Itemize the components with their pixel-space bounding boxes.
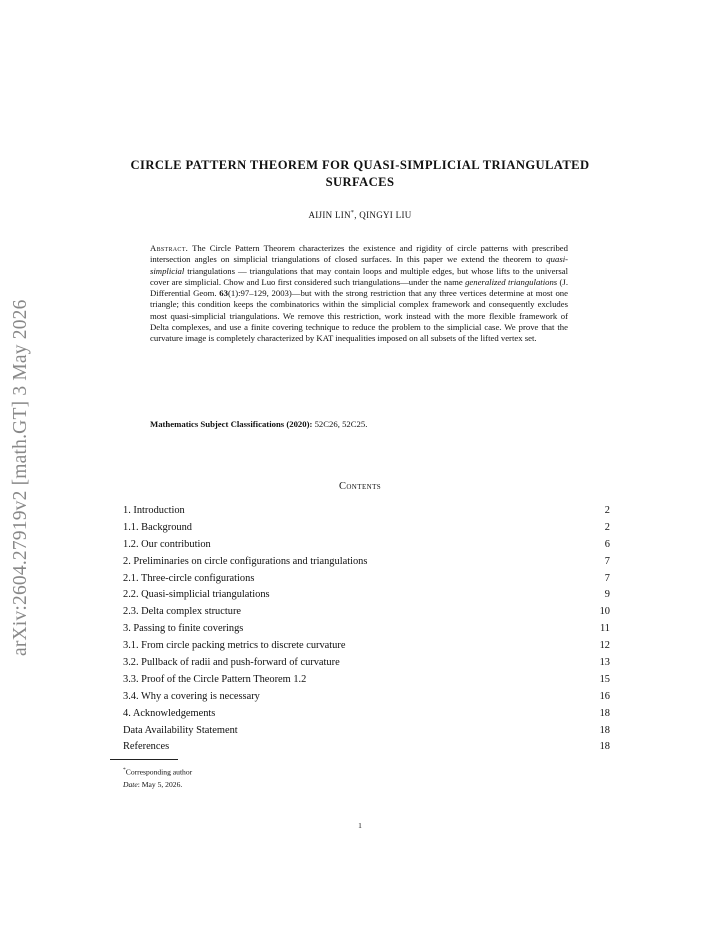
toc-entry-label: 1.2. Our contribution	[123, 538, 211, 550]
abstract-heading: Abstract.	[150, 243, 189, 253]
toc-entry[interactable]	[123, 723, 610, 740]
abstract-text: (J. Differential Geom.	[150, 276, 568, 299]
toc-entry[interactable]	[123, 655, 610, 672]
subject-classification	[150, 419, 568, 429]
corresponding-author-footnote	[123, 764, 192, 779]
toc-entry[interactable]	[123, 571, 610, 588]
abstract	[150, 243, 568, 345]
author-line	[120, 210, 600, 220]
author-name: , QINGYI LIU	[354, 210, 412, 220]
msc-label: Mathematics Subject Classifications (2020):	[150, 419, 313, 429]
toc-entry-label: 1. Introduction	[123, 505, 185, 516]
toc-entry-label: 1.1. Background	[123, 521, 192, 533]
toc-entry-label: 3.2. Pullback of radii and push-forward of curvature	[123, 657, 340, 669]
toc-entry[interactable]	[123, 537, 610, 554]
toc-entry-label: 4. Acknowledgements	[123, 707, 216, 719]
toc-entry[interactable]	[123, 604, 610, 621]
toc-entry-page: 12	[599, 640, 610, 652]
contents-heading: Contents	[338, 481, 382, 492]
toc-entry-page: 18	[599, 724, 610, 736]
toc-entry-label: Data Availability Statement	[123, 724, 238, 736]
toc-entry[interactable]	[123, 554, 610, 571]
date-value: : May 5, 2026.	[137, 780, 183, 790]
toc-entry-page: 11	[599, 623, 610, 635]
toc-entry[interactable]	[123, 520, 610, 537]
toc-entry[interactable]	[123, 706, 610, 723]
abstract-text: The Circle Pattern Theorem characterizes the existence and rigidity of circle patterns with prescribed intersection angles on simplicial triangulations of closed surfaces. In this paper we extend the theorem to	[150, 243, 568, 265]
toc-entry-page: 15	[599, 673, 610, 685]
toc-entry[interactable]	[123, 503, 610, 520]
toc-entry-label: 2.2. Quasi-simplicial triangulations	[123, 589, 270, 601]
toc-entry-label: 3.3. Proof of the Circle Pattern Theorem 1.2	[123, 673, 307, 685]
toc-entry-page: 18	[599, 707, 610, 719]
toc-entry[interactable]	[123, 689, 610, 706]
footnote-text: Corresponding author	[125, 767, 193, 777]
toc-entry[interactable]	[123, 587, 610, 604]
toc-entry[interactable]	[123, 638, 610, 655]
toc-entry-page: 10	[599, 606, 610, 618]
paper-title: CIRCLE PATTERN THEOREM FOR QUASI-SIMPLICIAL TRIANGULATED SURFACES	[130, 158, 590, 189]
footnote-mark: *	[123, 767, 126, 773]
page-number: 1	[358, 821, 362, 830]
toc-entry-page: 7	[604, 572, 610, 584]
footnote-rule	[110, 759, 178, 760]
abstract-emphasis: quasi-simplicial	[150, 254, 568, 276]
abstract-text: triangulations — triangulations that may contain loops and multiple edges, but whose lifts to the universal cover are simplicial. Chow and Luo first considered such triangulations—under the name	[150, 265, 568, 287]
toc-entry-page: 16	[599, 690, 610, 702]
toc-entry-page: 2	[604, 521, 610, 533]
toc-entry-label: References	[123, 741, 170, 753]
abstract-emphasis: generalized triangulations	[465, 276, 558, 287]
corresponding-author-mark: *	[350, 210, 355, 216]
author-name: AIJIN LIN	[308, 210, 351, 220]
toc-entry-label: 3.1. From circle packing metrics to discrete curvature	[123, 640, 346, 652]
msc-value: 52C26, 52C25.	[312, 419, 368, 429]
toc-entry-label: 2.1. Three-circle configurations	[123, 572, 255, 584]
toc-entry-page: 2	[604, 505, 610, 516]
toc-entry-label: 3. Passing to finite coverings	[123, 623, 244, 635]
toc-entry-label: 2. Preliminaries on circle configurations and triangulations	[123, 555, 368, 567]
toc-entry-page: 6	[604, 538, 610, 550]
journal-volume: 63	[219, 288, 228, 299]
toc-entry[interactable]	[123, 672, 610, 689]
arxiv-identifier-stamp: arXiv:2604.27919v2 [math.GT] 3 May 2026	[10, 299, 31, 656]
toc-entry-label: 2.3. Delta complex structure	[123, 606, 242, 618]
date-label: Date	[123, 780, 138, 790]
toc-entry-page: 7	[604, 555, 610, 567]
footnotes	[123, 764, 192, 792]
toc-entry[interactable]	[123, 621, 610, 638]
toc-entry-label: 3.4. Why a covering is necessary	[123, 690, 260, 702]
toc-entry[interactable]	[123, 739, 610, 756]
abstract-text: (1):97–129, 2003)—but with the strong restriction that any three vertices determine at most one triangle; this condition keeps the combinatorics within the simplicial complex framework and consequently excludes most quasi-simplicial triangulations. We remove this restriction, work instead with the more flexible framework of Delta complexes, and use a finite covering technique to reduce the problem to the simplicial case. We prove that the curvature image is completely characterized by KAT inequalities imposed on all subsets of the lifted vertex set.	[150, 288, 568, 344]
toc-entry-page: 13	[599, 657, 610, 669]
toc-entry-page: 18	[599, 741, 610, 753]
date-footnote	[123, 779, 192, 792]
toc-entry-page: 9	[604, 589, 610, 601]
table-of-contents	[123, 503, 610, 756]
